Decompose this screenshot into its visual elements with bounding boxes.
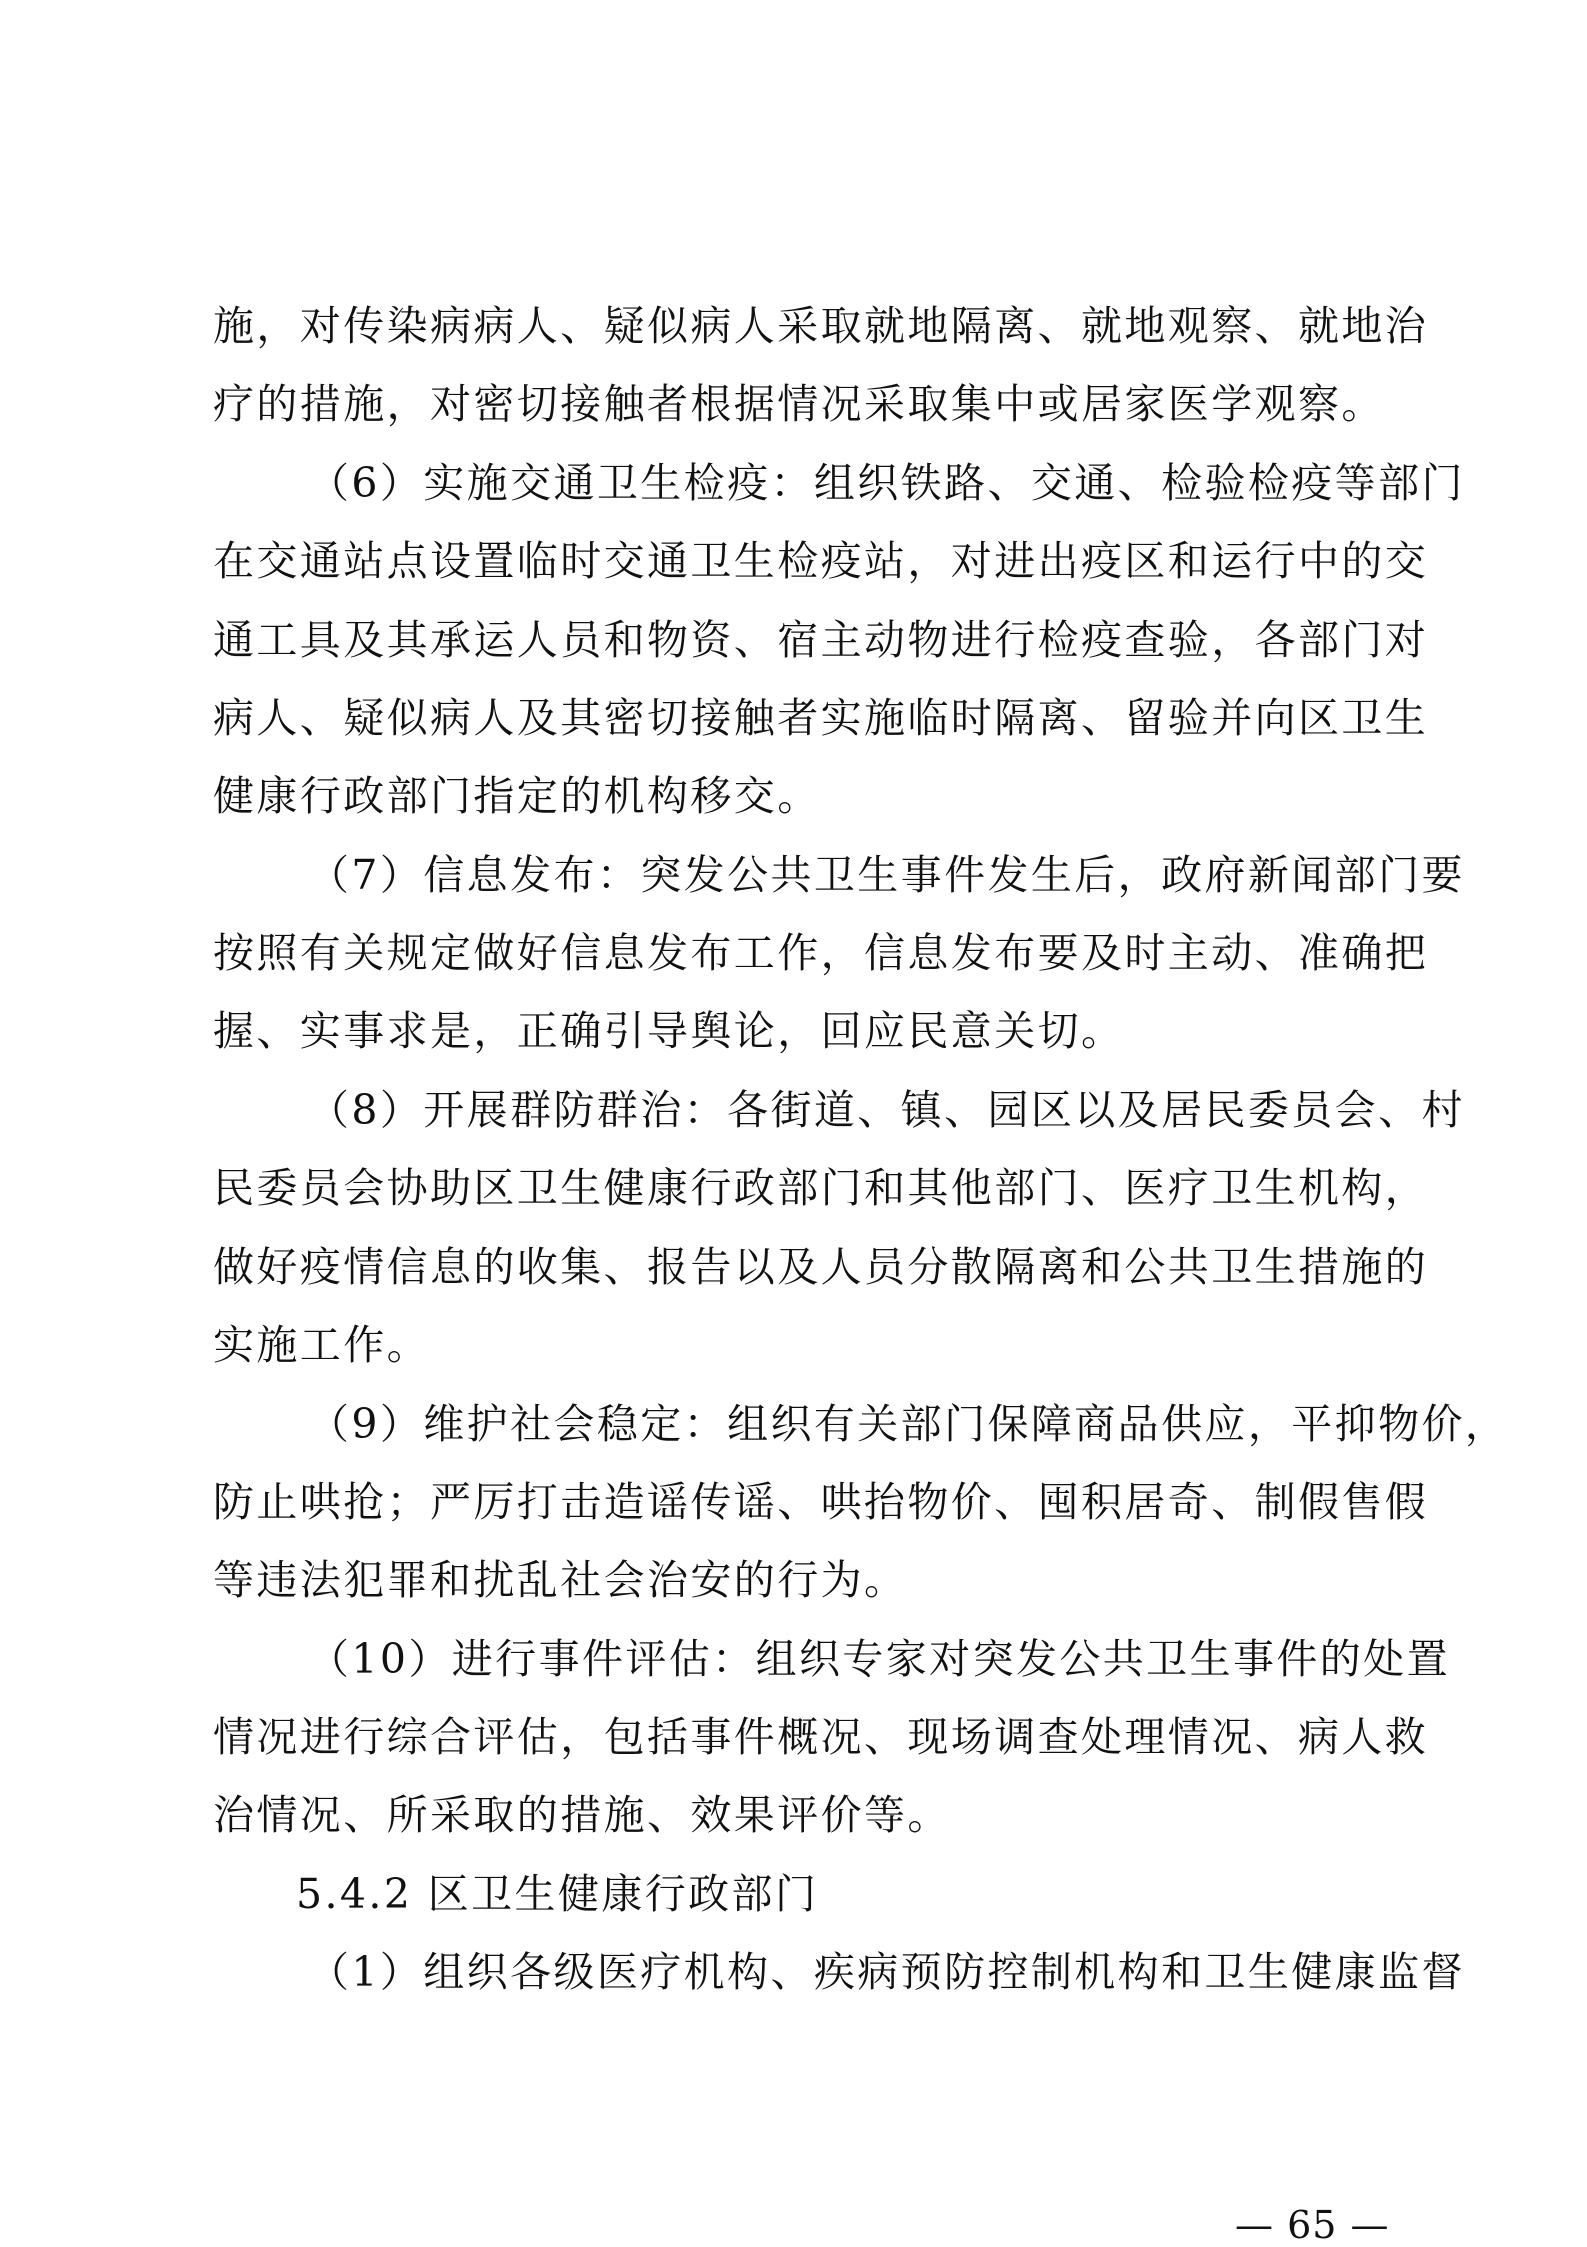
body-line: 情况进行综合评估，包括事件概况、现场调查处理情况、病人救 — [213, 1713, 1429, 1761]
body-line: 在交通站点设置临时交通卫生检疫站，对进出疫区和运行中的交 — [213, 537, 1429, 585]
paragraph-7-start: （7）信息发布：突发公共卫生事件发生后，政府新闻部门要 — [308, 851, 1465, 899]
body-line: 治情况、所采取的措施、效果评价等。 — [213, 1791, 951, 1839]
body-line: 按照有关规定做好信息发布工作，信息发布要及时主动、准确把 — [213, 929, 1429, 977]
body-line: 民委员会协助区卫生健康行政部门和其他部门、医疗卫生机构， — [213, 1164, 1429, 1212]
paragraph-6-start: （6）实施交通卫生检疫：组织铁路、交通、检验检疫等部门 — [308, 459, 1465, 507]
body-line: 实施工作。 — [213, 1321, 430, 1369]
body-line: 防止哄抢；严厉打击造谣传谣、哄抬物价、囤积居奇、制假售假 — [213, 1478, 1429, 1526]
body-line: 通工具及其承运人员和物资、宿主动物进行检疫查验，各部门对 — [213, 616, 1429, 664]
body-line: 握、实事求是，正确引导舆论，回应民意关切。 — [213, 1007, 1125, 1055]
body-line: 做好疫情信息的收集、报告以及人员分散隔离和公共卫生措施的 — [213, 1243, 1429, 1291]
section-heading: 5.4.2 区卫生健康行政部门 — [296, 1870, 819, 1918]
body-line: 病人、疑似病人及其密切接触者实施临时隔离、留验并向区卫生 — [213, 694, 1429, 742]
paragraph-9-start: （9）维护社会稳定：组织有关部门保障商品供应，平抑物价， — [308, 1400, 1509, 1448]
paragraph-1-start: （1）组织各级医疗机构、疾病预防控制机构和卫生健康监督 — [308, 1948, 1465, 1996]
body-line: 施，对传染病病人、疑似病人采取就地隔离、就地观察、就地治 — [213, 302, 1429, 350]
body-line: 等违法犯罪和扰乱社会治安的行为。 — [213, 1556, 908, 1604]
page-number: — 65 — — [1235, 2203, 1390, 2247]
body-line: 疗的措施，对密切接触者根据情况采取集中或居家医学观察。 — [213, 380, 1385, 428]
paragraph-8-start: （8）开展群防群治：各街道、镇、园区以及居民委员会、村 — [308, 1086, 1465, 1134]
body-line: 健康行政部门指定的机构移交。 — [213, 772, 821, 820]
paragraph-10-start: （10）进行事件评估：组织专家对突发公共卫生事件的处置 — [308, 1635, 1450, 1683]
